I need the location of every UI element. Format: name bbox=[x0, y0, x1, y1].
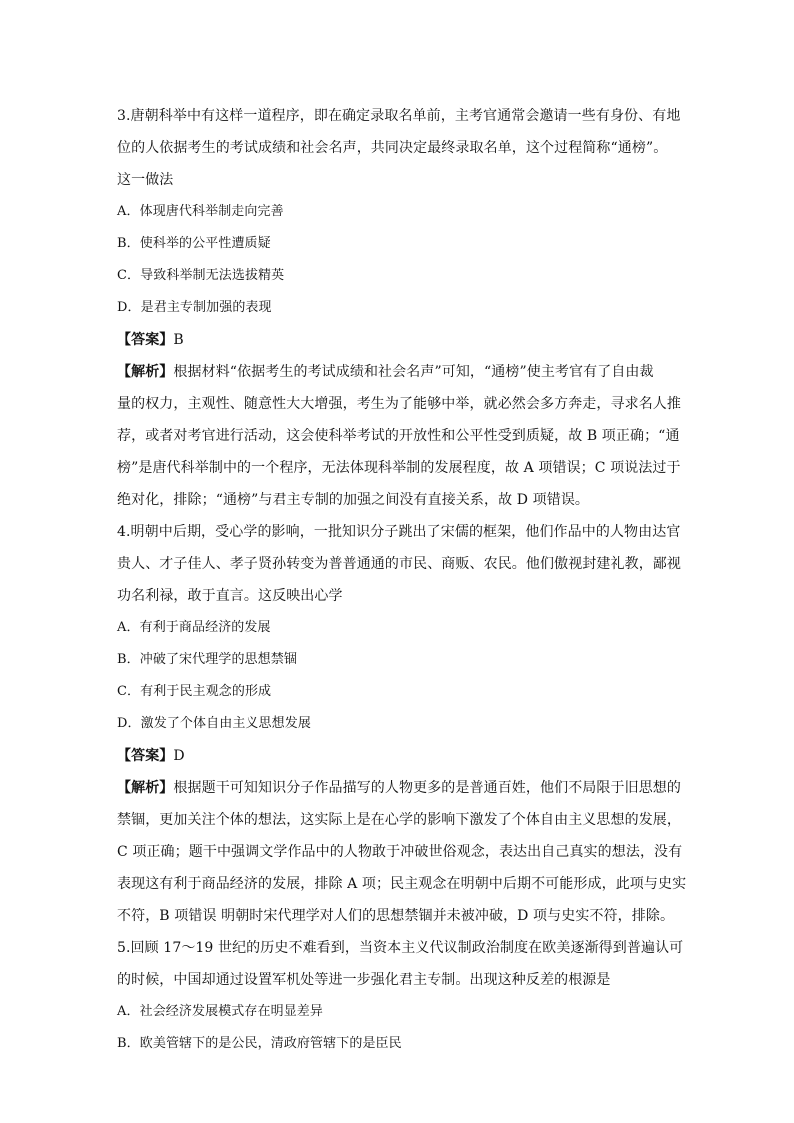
question-3-option-c: C．导致科举制无法选拔精英 bbox=[117, 268, 285, 283]
question-4-analysis-line-1 bbox=[117, 772, 682, 804]
question-4-option-b: B．冲破了宋代理学的思想禁锢 bbox=[117, 652, 297, 667]
question-3-stem-line-3: 这一做法 bbox=[117, 172, 174, 188]
answer-tag: 【答案】 bbox=[117, 748, 174, 764]
question-4-answer bbox=[117, 740, 679, 772]
question-4-analysis-line-2: 禁锢，更加关注个体的想法，这实际上是在心学的影响下激发了个体自由主义思想的发展， bbox=[117, 812, 681, 828]
question-5-option-a: A．社会经济发展模式存在明显差异 bbox=[117, 1004, 323, 1019]
question-4-option-d: D．激发了个体自由主义思想发展 bbox=[117, 716, 311, 731]
document-page bbox=[117, 100, 687, 1060]
question-5-stem-line-2: 的时候，中国却通过设置军机处等进一步强化君主专制。出现这种反差的根源是 bbox=[117, 972, 611, 988]
question-5-stem-line-1: 5.回顾 17～19 世纪的历史不难看到，当资本主义代议制政治制度在欧美逐渐得到普遍认可 bbox=[117, 940, 684, 956]
question-3-analysis-line-3: 荐，或者对考官进行活动，这会使科举考试的开放性和公平性受到质疑，故 B 项正确；“通 bbox=[117, 428, 680, 444]
analysis-tag: 【解析】 bbox=[117, 780, 174, 796]
question-3-analysis-line-2: 量的权力，主观性、随意性大大增强，考生为了能够中举，就必然会多方奔走，寻求名人推 bbox=[117, 396, 681, 412]
question-3-analysis-line-5: 绝对化，排除；“通榜”与君主专制的加强之间没有直接关系，故 D 项错误。 bbox=[117, 492, 590, 508]
question-3 bbox=[117, 100, 679, 516]
question-3-stem-line-1: 3.唐朝科举中有这样一道程序，即在确定录取名单前，主考官通常会邀请一些有身份、有地 bbox=[117, 108, 681, 124]
question-5 bbox=[117, 932, 684, 1060]
analysis-text: 根据题干可知知识分子作品描写的人物更多的是普通百姓，他们不局限于旧思想的 bbox=[173, 780, 682, 796]
analysis-text: 根据材料“依据考生的考试成绩和社会名声”可知，“通榜”使主考官有了自由裁 bbox=[173, 364, 654, 380]
question-5-option-b: B．欧美管辖下的是公民，清政府管辖下的是臣民 bbox=[117, 1036, 402, 1051]
question-3-answer bbox=[117, 324, 679, 356]
question-4-analysis-line-3: C 项正确；题干中强调文学作品中的人物敢于冲破世俗观念，表达出自己真实的想法，没有 bbox=[117, 844, 683, 860]
analysis-tag: 【解析】 bbox=[117, 364, 174, 380]
answer-tag: 【答案】 bbox=[117, 332, 174, 348]
question-3-option-a: A．体现唐代科举制走向完善 bbox=[117, 204, 284, 219]
question-3-analysis-line-1 bbox=[117, 356, 679, 388]
answer-value: D bbox=[173, 748, 185, 764]
question-4-stem-line-2: 贵人、才子佳人、孝子贤孙转变为普普通通的市民、商贩、农民。他们傲视封建礼教，鄙视 bbox=[117, 556, 681, 572]
question-4-analysis-line-4: 表现这有利于商品经济的发展，排除 A 项；民主观念在明朝中后期不可能形成，此项与史实 bbox=[117, 876, 687, 892]
question-4-option-a: A．有利于商品经济的发展 bbox=[117, 620, 271, 635]
answer-value: B bbox=[173, 332, 184, 348]
question-3-option-d: D．是君主专制加强的表现 bbox=[117, 300, 272, 315]
question-4 bbox=[117, 516, 687, 932]
question-4-option-c: C．有利于民主观念的形成 bbox=[117, 684, 272, 699]
question-4-stem-line-3: 功名利禄，敢于直言。这反映出心学 bbox=[117, 588, 343, 604]
question-3-option-b: B．使科举的公平性遭质疑 bbox=[117, 236, 271, 251]
question-4-stem-line-1: 4.明朝中后期，受心学的影响，一批知识分子跳出了宋儒的框架，他们作品中的人物由达官 bbox=[117, 524, 681, 540]
question-3-stem-line-2: 位的人依据考生的考试成绩和社会名声，共同决定最终录取名单，这个过程简称“通榜”。 bbox=[117, 140, 668, 156]
question-4-analysis-line-5: 不符，B 项错误 明朝时宋代理学对人们的思想禁锢并未被冲破，D 项与史实不符，排除。 bbox=[117, 908, 675, 924]
question-3-analysis-line-4: 榜”是唐代科举制中的一个程序，无法体现科举制的发展程度，故 A 项错误；C 项说法过于 bbox=[117, 460, 681, 476]
